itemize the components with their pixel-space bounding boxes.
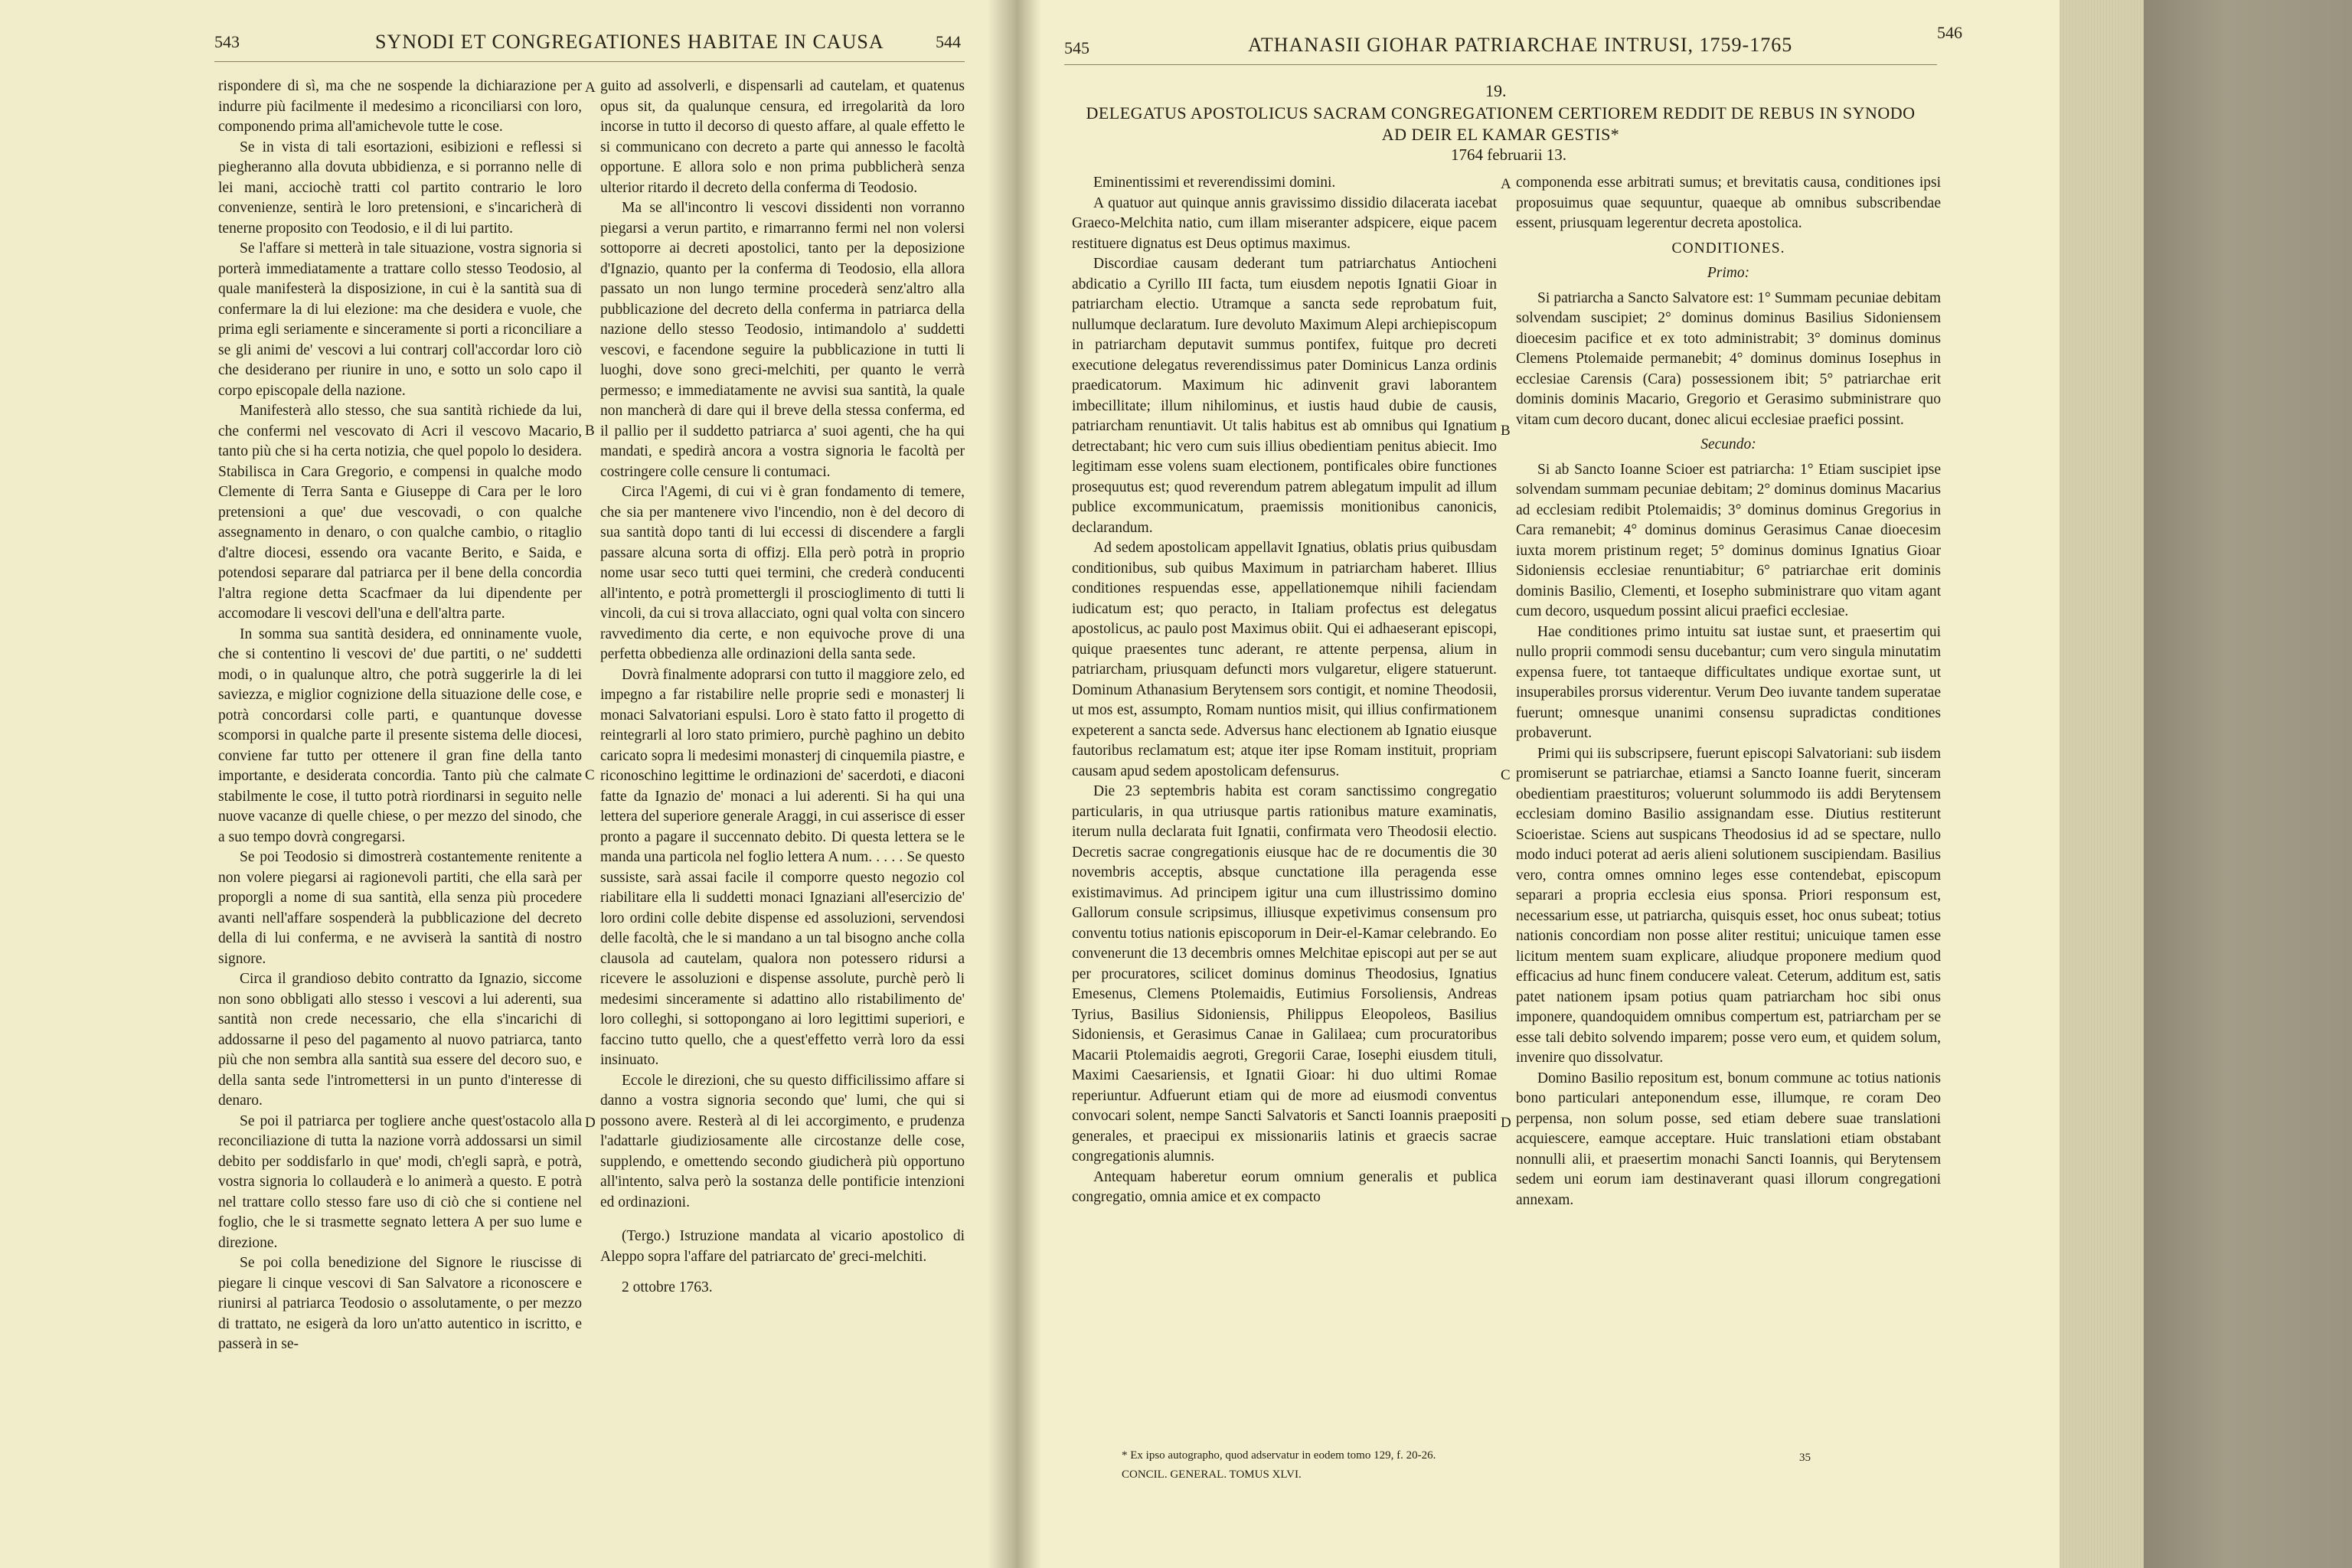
paragraph: Discordiae causam dederant tum patriarchatus Antiocheni abdicatio a Cyrillo III facta, tum eiusdem nepotis Ignatii Gioar in patriarcham electio. Utramque a sancta sede reprobatum fuit, nullumque declaratum. Iure devoluto Maximum Alepi archiepiscopum in patriarcham deputavit summus pontifex, fuitque pro decreti executione delegatus reverendissimus pater Dominicus Lanza ordinis praedicatorum. Maximum hic adinvenit gravi laborantem imbecillitate; illum nihilominus, et iustis haud dubie de causis, patriarcham renuntiavit. Ut talis habitus est ab omnibus qui Ignatium detrectabant; hic vero cum suis illius obedientiam penitus abiecit. Imo legitimam esse volens suam electionem, pontificales obire functiones prosequutus est; quod reverendum patrem ablegatum impulit ad illum publice excommunicatum, praemissis monitionibus canonicis, declarandum.: [1072, 256, 1497, 536]
paragraph: Antequam haberetur eorum omnium generalis et publica congregatio, omnia amice et ex compacto: [1072, 1168, 1497, 1205]
paragraph: Hae conditiones primo intuitu sat iustae sunt, et praesertim qui nullo proprii commodi sensu ducebantur; cum vero singula minutatim expensa fuere, tot tantaeque difficultates undique exortae sunt, ut insuperabiles prorsus viderentur. Verum Deo iuvante tandem superatae fuerunt; omnesque unanimi consensu supradictas conditiones probaverunt.: [1516, 623, 1941, 741]
margin-letter-a: A: [585, 80, 596, 96]
right-page-number-inner: 545: [1064, 38, 1089, 57]
paragraph: Se poi il patriarca per togliere anche quest'ostacolo alla reconciliazione di tutta la nazione vorrà addossarsi un simil debito per soddisfarlo in que' modi, ch'egli saprà, e potrà, vostra signoria lo collauderà e lo animerà a questo. E potrà nel trattare collo stesso fare uso di ciò che si contiene nel foglio, che le si trasmette segnato lettera A per suo lume e direzione.: [218, 1112, 582, 1251]
document-date: 1764 februarii 13.: [1451, 145, 1567, 164]
left-column-1: [218, 77, 582, 1355]
right-column-1: [1072, 173, 1497, 1208]
paragraph: Se in vista di tali esortazioni, esibizioni e reflessi si piegheranno alla dovuta ubbidienza, e si porranno nelle di lei mani, acciochè tratti col partito contrario le loro convenienze, sentirà le loro pretensioni, e s'incaricherà di tenerne proposito con Teodosio, e il di lui partito.: [218, 139, 582, 237]
secundo-heading: Secundo:: [1700, 436, 1756, 452]
paragraph: Circa il grandioso debito contratto da Ignazio, siccome non sono obbligati allo stesso i vescovi a lui aderenti, sua santità non crede necessario, che ella s'incarichi di addossarne il peso del pagamento al nuovo patriarca, tanto più che non sembra alla santità sua essere del decoro suo, e della santa sede l'intromettersi in un punto d'interesse di denaro.: [218, 971, 582, 1109]
right-page-number-outer: 546: [1937, 23, 1962, 42]
paragraph: Domino Basilio repositum est, bonum commune ac totius nationis bono particulari anteponendum esse, illumque, re coram Deo perpensa, non solum posse, sed etiam debere suae translationi acquiescere, eamque acceptare. Huic translationi etiam obstabant nonnulli alii, et praesertim monachi Sancti Ioannis, qui Berytensem sedem uni eorum iam destinaverant quasi illorum congregationi annexam.: [1516, 1070, 1941, 1208]
document-title: DELEGATUS APOSTOLICUS SACRAM CONGREGATIONEM CERTIOREM REDDIT DE REBUS IN SYNODO AD DEIR EL KAMAR GESTIS*: [1086, 103, 1916, 144]
margin-letter-b: B: [585, 423, 595, 439]
paragraph: componenda esse arbitrati sumus; et brevitatis causa, conditiones ipsi proposuimus quae sequuntur, quaeque ab omnibus subscribendae essent, priusquam legerentur decreta apostolica.: [1516, 175, 1941, 231]
paragraph: Ad sedem apostolicam appellavit Ignatius, oblatis prius quibusdam conditionibus, sub quibus Maximum in patriarcham haberet. Illius conditiones respuendas esse, appellationemque nihili faciendam iudicatum est; quo peracto, in Italiam profectus est delegatus apostolicus, ac paulo post Maximus obiit. Qui ei adhaeserant episcopi, quique praesentes tunc aderant, re attente perpensa, alium in patriarcham, priusquam defuncti mors vulgaretur, eligere statuerunt. Dominum Athanasium Berytensem sors contigit, et nomine Theodosii, ut mos est, assumpto, Romam nuntios misit, qui illius confirmationem expeterent a sancta sede. Adversus hanc electionem ab Ignatio eiusque fautoribus reclamatum est; atque iter ipse Romam instituit, propriam causam apud sedem apostolicam defensurus.: [1072, 540, 1497, 779]
paragraph: Primi qui iis subscripsere, fuerunt episcopi Salvatoriani: sub iisdem promiserunt se patriarchae, etiamsi a Sancto Ioanne fuerit, sinceram obedientiam praestituros; voluerunt solummodo iis addi Berytensem ecclesiam domino Basilio assignandam esse. Diutius restiterunt Scioeristae. Sciens aut suspicans Theodosius id ad se spectare, nullo modo induci poterat ad aeris alieni solutionem suscipiendam. Basilius vero, contra omnes omnino leges esse contendebat, episcopum separari a propria ecclesia eius sponsa. Priori responsum est, necessarium esse, ut patriarcha, quisquis esset, hoc onus subeat; totius nationis concordiam non posse aliter restitui; unicuique tamen esse licitum mentem suam explicare, aliudque proponere medium quod efficacius ad hunc finem conducere valeat. Ceterum, additum est, satis patet nationem ipsam potius quam patriarcham hoc sibi onus imponere, quandoquidem omnibus compertum est, patriarcham per se esse tali debito solvendo imparem; posse vero eum, et quidem solum, invenire quo dissolvatur.: [1516, 745, 1941, 1066]
left-column-2: [600, 77, 965, 1298]
paragraph: Dovrà finalmente adoprarsi con tutto il maggiore zelo, ed impegno a far ristabilire nelle proprie sedi e monasterj li monaci Salvatoriani espulsi. Loro è stato fatto il progetto di reintegrarli al loro stato primiero, purchè paghino un debito caricato sopra li medesimi monasterj di cinquemila piastre, e riconoschino legittime le ordinazioni de' sacerdoti, e diaconi fatte da Ignazio de' monaci a lui aderenti. Si ha qui una lettera del superiore generale Araggi, in cui asserisce di esser pronto a pagare il succennato debito. Di questa lettera se le manda una particola nel foglio lettera A num. . . . . Se questo sussiste, sarà assai facile il comporre questo negozio col riabilitare ella li suddetti monaci Ignaziani all'esercizio de' loro ordini colle debite dispense ed assoluzioni, servendosi delle facoltà, che le si mandano a un tal bisogno anche colla clausola ad cautelam, qualora non potessero ridursi a ricevere le assoluzioni e dispense assolute, purchè però li medesimi sinceramente si adattino allo ristabilimento de' loro colleghi, si sottopongano ai loro legittimi superiori, e faccino tutto quello, che a quest'effetto verrà loro da essi insinuato.: [600, 666, 965, 1068]
footnote: * Ex ipso autographo, quod adservatur in eodem tomo 129, f. 20-26.: [1122, 1449, 1436, 1462]
background-surface: [2144, 0, 2352, 1568]
paragraph: Si patriarcha a Sancto Salvatore est: 1° Summam pecuniae debitam solvendam suscipiet; 2° dominus dominus Basilius Sidoniensem dioecesim pacifice et ex toto administrabit; 3° dominus dominus Clemens Ptolemaide permanebit; 4° dominus dominus Iosephus in ecclesiae Carensis (Cara) possessionem ibit; 5° patriarchae erit dominis dominis Macario, Gregorio et Gerasimo subministrare quo vitam cum decoro ducant, donec alicui ecclesiae praefici possint.: [1516, 289, 1941, 428]
paragraph: Die 23 septembris habita est coram sanctissimo congregatio particularis, in qua utriusque partis rationibus mature examinatis, iterum nulla declarata fuit Ignatii, confirmata vero Theodosii electio. Decretis sacrae congregationis eiusque hac de re documentis die 30 novembris acceptis, absque cunctatione illa peragenda esse existimavimus. Ad principem igitur una cum illustrissimo domino Gallorum consule scripsimus, illiusque expetivimus consensum pro conventu totius nationis episcoporum in Deir-el-Kamar celebrando. Eo convenerunt die 13 decembris omnes Melchitae episcopi aut per se aut per procuratores, scilicet dominus dominus Theodosius, Ignatius Emesenus, Clemens Ptolemaidis, Eutimius Forsoliensis, Andreas Tyrius, Basilius Sidoniensis, Philippus Eleopoleos, Basilius Sidoniensis, et Gerasimus Canae in Galilaea; cum procuratoribus Macarii Ptolemaidis aegroti, Gregorii Carae, Iosephi eiusdem tituli, Maximi Caesariensis, et Ignatii Gioar: hi duo ultimi Romae reperiuntur. Adfuerunt etiam qui de more ad eiusmodi conventus convocari solent, nempe Sancti Salvatoris et Sancti Ioannis praepositi generales, et praecipui ex missionariis latinis et graecis sacrae congregationis alumnis.: [1072, 783, 1497, 1165]
left-head-rule: [214, 61, 965, 62]
primo-heading: Primo:: [1707, 265, 1750, 281]
right-running-head: ATHANASII GIOHAR PATRIARCHAE INTRUSI, 1759-1765: [1248, 34, 1793, 56]
margin-letter-b: B: [1501, 423, 1511, 439]
paragraph: Manifesterà allo stesso, che sua santità richiede da lui, che confermi nel vescovato di Acri il vescovo Macario, tanto più che si ha certa notizia, che quel popolo lo desidera. Stabilisca in Cara Gregorio, e compensi in qualche modo Clemente di Terra Santa e Giuseppe di Cara per le loro pretensioni a que' due vescovadi, o con qualche assegnamento in denaro, o con qualche cambio, o ritaglio d'altre diocesi, essendo ora vacante Berito, e Saida, e potendosi separare dal patriarca per il bene della concordia l'altra regione detta Scacfmaer da lui dipendente per accomodare li vescovi dell'una e dell'altra parte.: [218, 403, 582, 622]
paragraph: Se l'affare si metterà in tale situazione, vostra signoria si porterà immediatamente a trattare collo stesso Teodosio, al quale manifesterà la disposizione, in cui è la santità sua di confermare la di lui elezione: ma che desidera e vuole, che prima egli seriamente e sinceramente si porti a riconciliare a se gli animi de' vescovi a lui contrarj coll'accordar loro ciò che desiderano per riunire in uno, e sotto un solo capo il corpo episcopale della nazione.: [218, 240, 582, 399]
right-head-rule: [1064, 64, 1937, 65]
paragraph: Se poi colla benedizione del Signore le riuscisse di piegare li cinque vescovi di San Salvatore a riconoscere e riunirsi al patriarca Teodosio o assolutamente, o per mezzo di trattato, ne esigerà da loro un'atto autentico in iscritto, e passerà in se-: [218, 1255, 582, 1352]
margin-letter-c: C: [585, 767, 595, 783]
right-column-2: [1516, 173, 1941, 1210]
paragraph: Ma se all'incontro li vescovi dissidenti non vorranno piegarsi a verun partito, e rimarranno fermi nel non volersi sottoporre ai decreti apostolici, tanto per la deposizione d'Ignazio, quanto per la conferma di Teodosio, ella allora passato un non lungo termine procederà senz'altro alla pubblicazione del decreto della conferma in patriarca della nazione dello stesso Teodosio, intimandolo a' suddetti vescovi, e facendone seguire la pubblicazione in tutti li luoghi, dove sono greci-melchiti, per quanto le verrà permesso; e immediatamente ne avvisi sua santità, la quale non mancherà di dare qui il breve della stessa conferma, ed il pallio per il suddetto patriarca a' suoi agenti, che ha qui mandati, e spedirà ancora a vostra signoria le facoltà per costringere colle censure li contumaci.: [600, 200, 965, 480]
margin-letter-c: C: [1501, 767, 1511, 783]
left-running-head: SYNODI ET CONGREGATIONES HABITAE IN CAUSA: [375, 31, 884, 53]
document-number: 19.: [1485, 81, 1507, 100]
salutation: Eminentissimi et reverendissimi domini.: [1093, 175, 1336, 191]
signature-line: CONCIL. GENERAL. TOMUS XLVI.: [1122, 1468, 1302, 1481]
paragraph: A quatuor aut quinque annis gravissimo dissidio dilacerata iacebat Graeco-Melchita natio, cum illam miseranter adspicere, eique pacem restituere dignatus est Deus optimus maximus.: [1072, 194, 1497, 252]
left-page-number-outer: 543: [214, 32, 240, 51]
conditiones-heading: CONDITIONES.: [1671, 240, 1785, 256]
margin-letter-d: D: [585, 1115, 596, 1131]
margin-letter-d: D: [1501, 1115, 1511, 1131]
paragraph: Circa l'Agemi, di cui vi è gran fondamento di temere, che sia per mantenere vivo l'incendio, non è del decoro di sua santità dopo tanti di lui eccessi di discendere a fargli passare alcuna sorta di offizj. Ella però potrà in proprio nome usar seco tutti quei termini, che crederà conducenti all'intento, e potrà promettergli il proscioglimento di tutti li vincoli, da cui si trova allacciato, ogni qual volta con sincero ravvedimento dia certe, e non equivoche prove di una perfetta obbedienza alle ordinazioni della santa sede.: [600, 484, 965, 662]
paragraph: rispondere di sì, ma che ne sospende la dichiarazione per indurre più facilmente il medesimo a riconciliarsi con loro, componendo prima all'amichevole tutte le cose.: [218, 78, 582, 135]
paragraph: guito ad assolverli, e dispensarli ad cautelam, et quatenus opus sit, da qualunque censura, ed irregolarità da loro incorse in tutto il decorso di questo affare, al quale effetto le si communicano con decreto a parte qui annesso le facoltà opportune. E allora solo e non prima pubblicherà senza ulterior ritardo il decreto della conferma di Teodosio.: [600, 78, 965, 196]
paragraph: Eccole le direzioni, che su questo difficilissimo affare si danno a vostra signoria secondo que' lumi, che qui si possono avere. Resterà al di lei accorgimento, e prudenza l'adattarle giudiziosamente alle circostanze delle cose, supplendo, e omettendo secondo giudicherà più opportuno all'intento, salva però la sostanza delle pontificie intenzioni ed ordinazioni.: [600, 1072, 965, 1210]
right-page: [1011, 0, 2090, 1568]
signature-number: 35: [1799, 1452, 1811, 1464]
paragraph: In somma sua santità desidera, ed onninamente vuole, che si contentino li vescovi de' due partiti, o ne' suddetti modi, o in qualunque altro, che potrà suggerirle la di lei saviezza, e miglior cognizione della situazione delle cose, e potrà concordarsi colle parti, e quantunque dovesse scomporsi in qualche parte il presente sistema delle diocesi, conviene far tutto per ottenere il gran fine della tanto importante, e desiderata concordia. Tanto più che calmate stabilmente le cose, il tutto potrà riordinarsi in seguito nelle nuove vacanze di quelle chiese, o per mezzo del sinodo, che a suo tempo dovrà congregarsi.: [218, 626, 582, 845]
paragraph: Se poi Teodosio si dimostrerà costantemente renitente a non volere piegarsi ai ragionevoli partiti, che ella sarà per proporgli a nome di sua santità, ella senza più procedere avanti nell'affare sospenderà la pubblicazione del decreto della di lui conferma, e ne avviserà la santità di nostro signore.: [218, 849, 582, 967]
page-edges: [2060, 0, 2144, 1568]
document-date: 2 ottobre 1763.: [622, 1279, 713, 1295]
left-page-number-inner: 544: [936, 32, 961, 51]
paragraph: Si ab Sancto Ioanne Scioer est patriarcha: 1° Etiam suscipiet ipse solvendam summam pecuniae debitam; 2° dominus dominus Macarius ad ecclesiam redibit Ptolemaidis; 3° dominus dominus Gregorius in Cara remanebit; 4° dominus dominus Gerasimus Canae dioecesim iuxta morem pristinum reget; 5° dominus dominus Ignatius Gioar Sidoniensis ecclesiae renuntiabitur; 6° patriarchae erit dominis dominis Basilio, Clementi, et Iosepho subministrare quo vitam agant cum decoro, usquedum possint alicui praefici ecclesiae.: [1516, 461, 1941, 619]
margin-letter-a: A: [1501, 176, 1511, 192]
tergo-note: (Tergo.) Istruzione mandata al vicario apostolico di Aleppo sopra l'affare del patriarcato de' greci-melchiti.: [600, 1228, 965, 1265]
left-page: [0, 0, 1011, 1568]
